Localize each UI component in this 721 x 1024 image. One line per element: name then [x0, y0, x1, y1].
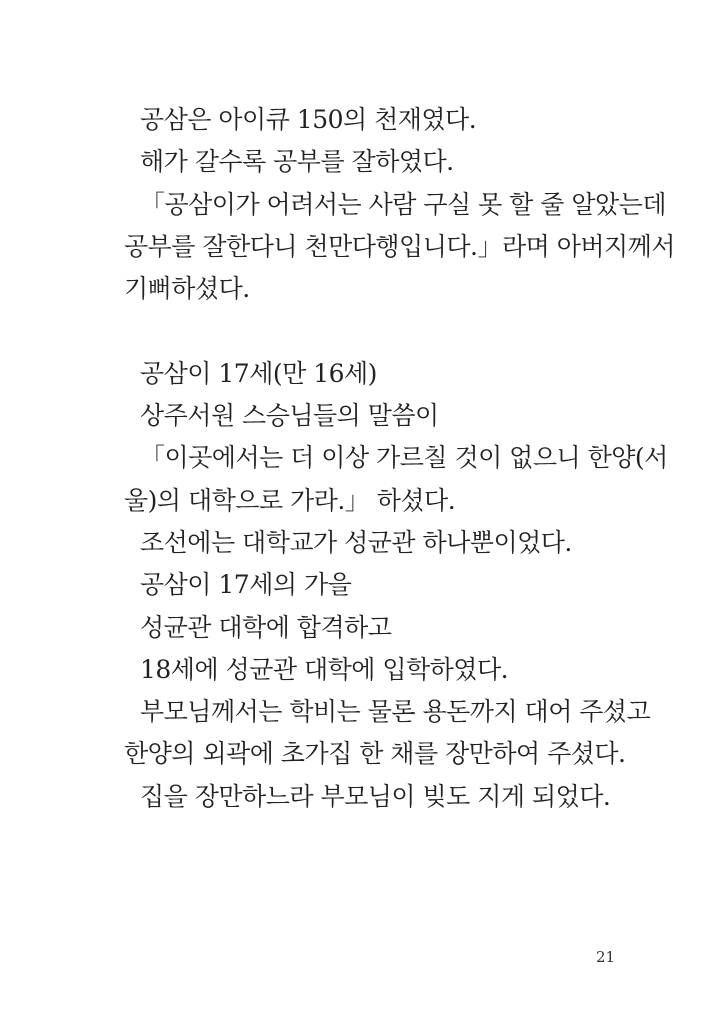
text-line: 해가 갈수록 공부를 잘하였다. [140, 147, 454, 177]
body-text [124, 99, 675, 818]
text-line: 공삼이 17세(만 16세) [140, 358, 377, 388]
paragraph-break [124, 310, 624, 352]
text-line: 「공삼이가 어려서는 사람 구실 못 할 줄 알았는데 [140, 189, 666, 219]
text-line: 조선에는 대학교가 성균관 하나뿐이었다. [140, 527, 572, 557]
text-line: 울)의 대학으로 가라.」 하셨다. [124, 485, 456, 515]
text-line: 상주서원 스승님들의 말씀이 [140, 401, 439, 431]
text-line: 기뻐하셨다. [124, 274, 250, 304]
text-line: 부모님께서는 학비는 물론 용돈까지 대어 주셨고 [140, 697, 651, 727]
text-line: 공부를 잘한다니 천만다행입니다.」라며 아버지께서 [124, 231, 675, 261]
text-line: 「이곳에서는 더 이상 가르칠 것이 없으니 한양(서 [140, 443, 668, 473]
page-number: 21 [596, 948, 616, 966]
text-line: 한양의 외곽에 초가집 한 채를 장만하여 주셨다. [124, 739, 626, 769]
text-line: 공삼이 17세의 가을 [140, 570, 352, 600]
text-line: 공삼은 아이큐 150의 천재였다. [140, 105, 477, 134]
text-line: 집을 장만하느라 부모님이 빚도 지게 되었다. [140, 781, 611, 811]
text-line: 18세에 성균관 대학에 입학하였다. [140, 654, 509, 684]
text-line: 성균관 대학에 합격하고 [140, 612, 392, 642]
